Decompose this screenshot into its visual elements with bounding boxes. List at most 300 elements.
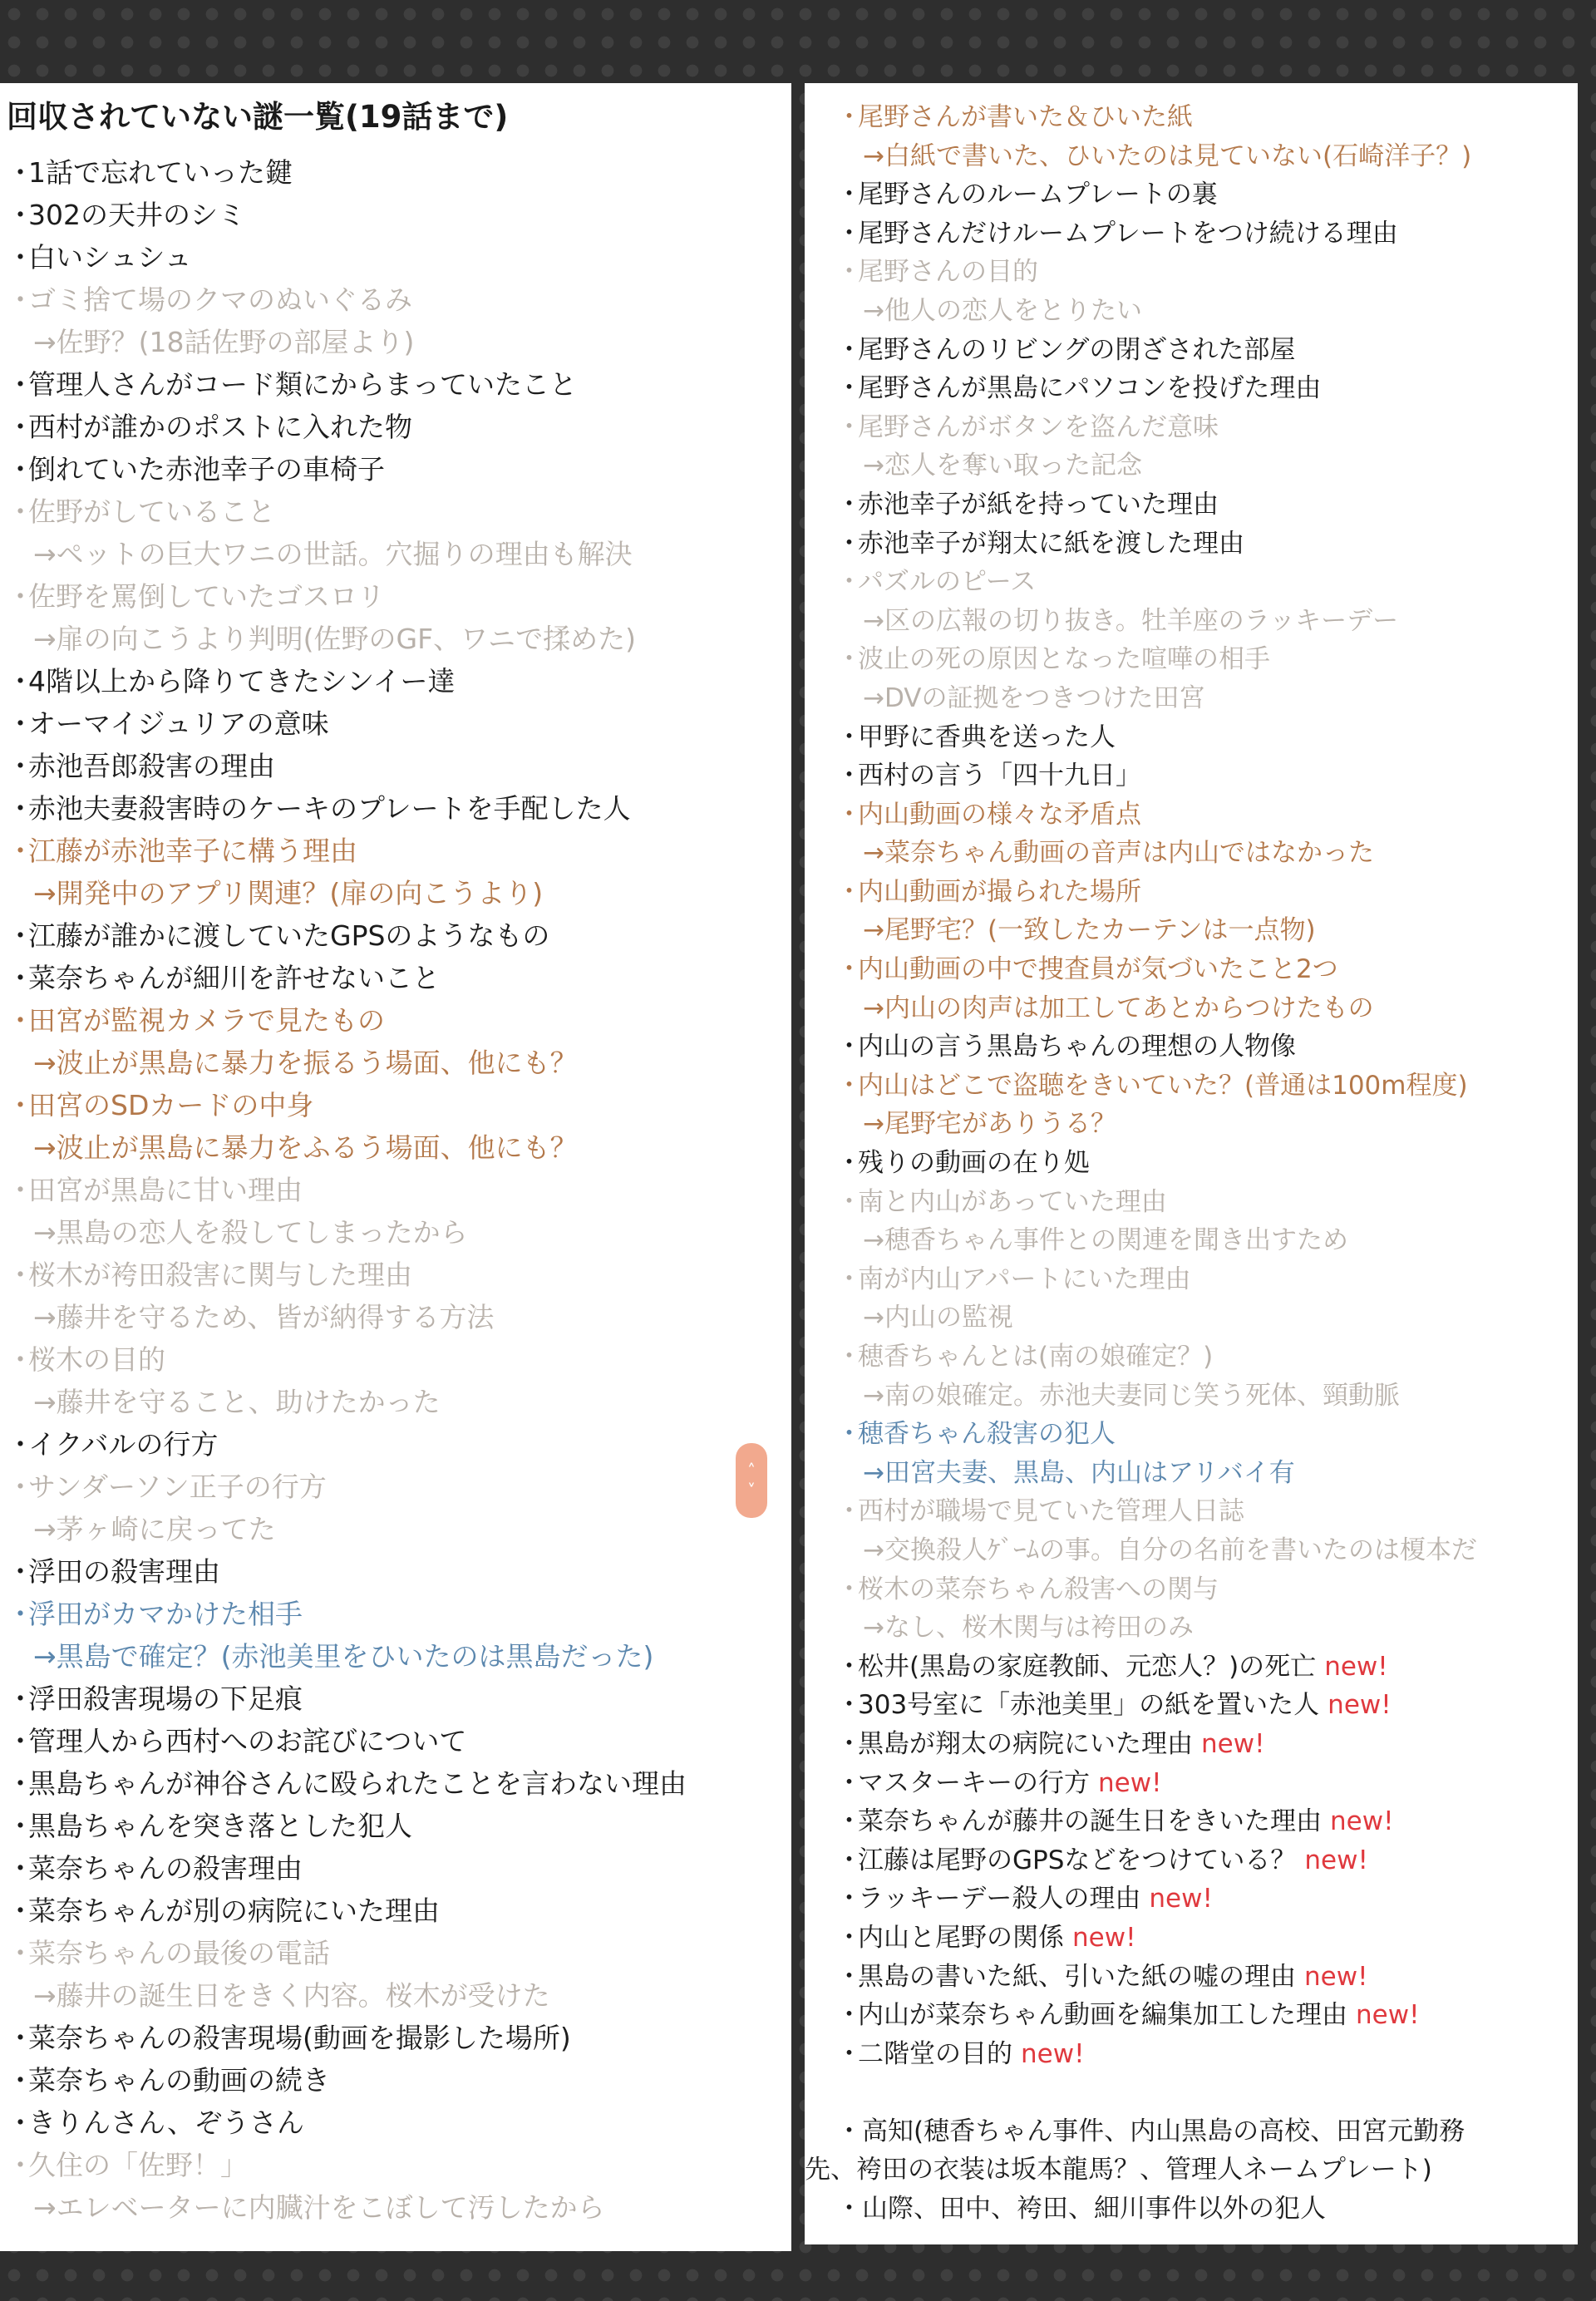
right-item-list	[836, 98, 1578, 2073]
list-item	[836, 1648, 1578, 1687]
bullet: ・	[7, 1767, 34, 1800]
item-text: 穂香ちゃん殺害の犯人	[858, 1419, 1116, 1450]
item-text: 浮田殺害現場の下足痕	[28, 1683, 303, 1715]
list-item	[836, 1144, 1578, 1183]
chevron-down-icon: ˅	[747, 1481, 756, 1500]
list-item	[836, 1764, 1578, 1803]
item-text: 桜木の目的	[28, 1343, 165, 1376]
bullet: ・	[836, 567, 862, 598]
bullet: ・	[836, 257, 862, 288]
list-item	[7, 745, 791, 787]
new-badge: new!	[1324, 1651, 1388, 1682]
item-answer: →交換殺人ｹﾞｰﾑの事。自分の名前を書いたのは榎本だ	[863, 1535, 1477, 1565]
bullet: ・	[836, 218, 862, 249]
bullet: ・	[836, 722, 862, 752]
item-title	[7, 1762, 791, 1805]
list-item	[7, 1550, 791, 1593]
new-badge: new!	[1098, 1767, 1162, 1798]
bullet: ・	[836, 761, 862, 791]
bullet: ・	[7, 1174, 34, 1206]
item-title	[836, 98, 1578, 137]
new-badge: new!	[1072, 1922, 1136, 1953]
bullet: ・	[836, 954, 862, 985]
list-item	[7, 1890, 791, 1932]
right-panel	[805, 83, 1578, 2244]
bullet: ・	[7, 411, 34, 443]
item-text: 尾野さんが黒島にパソコンを投げた理由	[858, 373, 1322, 404]
item-text: 田宮が黒島に甘い理由	[28, 1174, 303, 1206]
item-title	[7, 702, 791, 745]
item-text: 桜木の菜奈ちゃん殺害への関与	[858, 1574, 1219, 1604]
bullet: ・	[7, 495, 34, 528]
new-badge: new!	[1304, 1961, 1368, 1992]
item-title	[836, 950, 1578, 989]
bullet: ・	[836, 180, 862, 210]
item-text: 江藤は尾野のGPSなどをつけている？	[858, 1845, 1297, 1875]
bullet: ・	[836, 1728, 862, 1759]
item-answer: →DVの証拠をつきつけた田宮	[863, 682, 1205, 713]
item-title	[7, 2017, 791, 2059]
item-title	[836, 408, 1578, 447]
item-answer: →開発中のアプリ関連？(扉の向こうより)	[33, 877, 544, 909]
list-item	[7, 2017, 791, 2059]
item-title	[836, 1686, 1578, 1725]
item-title	[836, 1027, 1578, 1067]
new-badge: new!	[1330, 1806, 1394, 1837]
item-title	[836, 1067, 1578, 1106]
bullet: ・	[7, 241, 34, 273]
list-item	[7, 363, 791, 406]
list-item	[836, 1686, 1578, 1725]
item-title	[7, 1932, 791, 1974]
item-answer: →田宮夫妻、黒島、内山はアリバイ有	[863, 1457, 1295, 1488]
item-text: 303号室に「赤池美里」の紙を置いた人	[858, 1690, 1320, 1721]
bullet: ・	[7, 750, 34, 782]
bullet: ・	[836, 1845, 862, 1875]
bullet: ・	[836, 334, 862, 365]
item-text: 内山はどこで盗聴をきいていた？(普通は100m程度)	[858, 1070, 1468, 1101]
item-title	[836, 253, 1578, 292]
bullet: ・	[836, 1690, 862, 1721]
last-item: ・山際、田中、袴田、細川事件以外の犯人	[836, 2194, 1326, 2225]
item-text: 菜奈ちゃんが別の病院にいた理由	[28, 1895, 440, 1927]
bullet: ・	[836, 644, 862, 675]
item-title	[7, 1466, 791, 1508]
item-title	[7, 2059, 791, 2101]
item-text: 菜奈ちゃんの動画の続き	[28, 2064, 330, 2097]
item-title	[836, 1260, 1578, 1299]
list-item	[7, 1847, 791, 1890]
item-title	[7, 151, 791, 194]
item-title	[836, 1919, 1578, 1958]
item-title	[836, 1492, 1578, 1531]
item-title	[7, 490, 791, 533]
item-title	[7, 957, 791, 999]
bullet: ・	[7, 835, 34, 867]
new-badge: new!	[1149, 1884, 1213, 1914]
bullet: ・	[836, 1922, 862, 1953]
item-text: 尾野さんがボタンを盗んだ意味	[858, 411, 1219, 442]
item-text: 田宮のSDカードの中身	[28, 1089, 314, 1121]
item-text: 菜奈ちゃんが藤井の誕生日をきいた理由	[858, 1806, 1322, 1837]
list-item	[7, 999, 791, 1084]
item-title	[7, 1805, 791, 1847]
item-answer: →波止が黒島に暴力をふるう場面、他にも？	[33, 1131, 578, 1164]
list-item	[836, 1880, 1578, 1919]
item-text: 1話で忘れていった鍵	[28, 156, 293, 189]
item-text: 西村が誰かのポストに入れた物	[28, 411, 412, 443]
bullet: ・	[7, 2149, 34, 2181]
item-title	[836, 1996, 1578, 2035]
list-item	[7, 1762, 791, 1805]
item-title	[836, 2035, 1578, 2074]
bullet: ・	[7, 707, 34, 740]
item-title	[836, 718, 1578, 757]
list-item	[836, 2035, 1578, 2074]
item-text: きりんさん、ぞうさん	[28, 2106, 304, 2139]
list-item	[836, 873, 1578, 950]
list-item	[7, 406, 791, 448]
item-title	[7, 278, 791, 321]
item-text: 波止の死の原因となった喧嘩の相手	[858, 644, 1270, 675]
item-text: 内山動画の様々な矛盾点	[858, 799, 1141, 830]
item-text: 江藤が誰かに渡していたGPSのようなもの	[28, 919, 550, 952]
item-answer: →藤井を守るため、皆が納得する方法	[33, 1301, 495, 1333]
item-title	[836, 1841, 1578, 1880]
bullet: ・	[836, 411, 862, 442]
list-item	[7, 830, 791, 914]
item-text: 黒島の書いた紙、引いた紙の嘘の理由	[858, 1961, 1296, 1992]
list-item	[836, 253, 1578, 330]
item-title	[836, 369, 1578, 408]
item-answer: →内山の肉声は加工してあとからつけたもの	[863, 993, 1374, 1023]
bullet: ・	[7, 2022, 34, 2054]
list-item	[7, 278, 791, 363]
item-title	[836, 1764, 1578, 1803]
item-title	[7, 448, 791, 490]
bullet: ・	[7, 1810, 34, 1842]
item-text: 尾野さんの目的	[858, 257, 1038, 288]
list-item	[7, 1805, 791, 1847]
list-item	[7, 1932, 791, 2017]
list-item	[7, 1254, 791, 1338]
list-item	[836, 1338, 1578, 1415]
list-item	[836, 1260, 1578, 1338]
item-answer: →茅ヶ崎に戻ってた	[33, 1513, 276, 1545]
list-item	[7, 787, 791, 830]
bullet: ・	[7, 1471, 34, 1503]
item-text: 久住の「佐野！」	[28, 2149, 248, 2181]
bullet: ・	[836, 1419, 862, 1450]
item-answer: →黒島の恋人を殺してしまったから	[33, 1216, 468, 1249]
item-answer: →藤井の誕生日をきく内容。桜木が受けた	[33, 1979, 550, 2012]
item-text: 白いシュシュ	[28, 241, 192, 273]
list-item	[836, 485, 1578, 525]
item-text: 赤池幸子が紙を持っていた理由	[858, 489, 1219, 520]
bullet: ・	[836, 1032, 862, 1062]
item-title	[7, 236, 791, 278]
item-answer: →黒島で確定？(赤池美里をひいたのは黒島だった)	[33, 1640, 654, 1673]
item-answer: →藤井を守ること、助けたかった	[33, 1386, 441, 1418]
list-item	[7, 490, 791, 575]
item-title	[7, 406, 791, 448]
bullet: ・	[836, 1884, 862, 1914]
item-answer: →尾野宅？(一致したカーテンは一点物)	[863, 915, 1316, 946]
item-text: 尾野さんのリビングの閉ざされた部屋	[858, 334, 1296, 365]
item-text: 内山動画が撮られた場所	[858, 876, 1141, 907]
bullet: ・	[836, 1070, 862, 1101]
list-item	[836, 563, 1578, 640]
item-text: パズルのピース	[858, 567, 1037, 598]
item-answer: →なし、桜木関与は袴田のみ	[863, 1613, 1194, 1643]
item-title	[836, 1958, 1578, 1997]
bullet: ・	[7, 665, 34, 697]
kochi-item-line1: ・高知(穂香ちゃん事件、内山黒島の高校、田宮元勤務	[836, 2116, 1465, 2146]
new-badge: new!	[1356, 2000, 1420, 2031]
list-item	[7, 194, 791, 236]
item-title	[836, 1144, 1578, 1183]
list-item	[836, 950, 1578, 1027]
list-item	[7, 1593, 791, 1678]
spacer	[836, 2073, 1578, 2112]
bullet: ・	[836, 1148, 862, 1179]
item-text: 赤池幸子が翔太に紙を渡した理由	[858, 528, 1244, 559]
list-item	[7, 1678, 791, 1720]
item-title	[7, 1550, 791, 1593]
item-title	[836, 1648, 1578, 1687]
item-answer: →扉の向こうより判明(佐野のGF、ワニで揉めた)	[33, 623, 636, 655]
bullet: ・	[836, 528, 862, 559]
item-answer: →佐野？(18話佐野の部屋より)	[33, 326, 415, 358]
item-title	[7, 1423, 791, 1466]
bullet: ・	[836, 799, 862, 830]
item-text: 赤池吾郎殺害の理由	[28, 750, 275, 782]
page-title: 回収されていない謎一覧(19話まで)	[7, 99, 509, 135]
item-title	[836, 485, 1578, 525]
bullet: ・	[7, 1343, 34, 1376]
item-text: 内山と尾野の関係	[858, 1922, 1064, 1953]
bullet: ・	[7, 1895, 34, 1927]
item-title	[7, 830, 791, 872]
item-text: 菜奈ちゃんの殺害現場(動画を撮影した場所)	[28, 2022, 571, 2054]
item-text: 佐野を罵倒していたゴスロリ	[28, 580, 385, 613]
item-title	[7, 2144, 791, 2186]
item-text: 西村が職場で見ていた管理人日誌	[858, 1496, 1244, 1527]
item-title	[7, 660, 791, 702]
item-answer: →穂香ちゃん事件との関連を聞き出すため	[863, 1225, 1348, 1256]
list-item	[836, 98, 1578, 175]
list-item	[7, 660, 791, 702]
list-item	[7, 1338, 791, 1423]
bullet: ・	[7, 1089, 34, 1121]
bullet: ・	[7, 792, 34, 825]
item-title	[836, 1183, 1578, 1222]
item-title	[7, 2101, 791, 2144]
list-item	[7, 914, 791, 957]
item-title	[836, 796, 1578, 835]
bullet: ・	[7, 1428, 34, 1461]
list-item	[836, 1919, 1578, 1958]
item-answer: →エレベーターに内臓汁をこぼして汚したから	[33, 2191, 605, 2224]
item-answer: →波止が黒島に暴力を振るう場面、他にも？	[33, 1047, 578, 1079]
list-item	[836, 1996, 1578, 2035]
list-item	[836, 1841, 1578, 1880]
item-answer: →ペットの巨大ワニの世話。穴掘りの理由も解決	[33, 538, 633, 570]
item-title	[836, 175, 1578, 214]
item-title	[7, 1084, 791, 1126]
item-text: 南と内山があっていた理由	[858, 1186, 1167, 1217]
item-title	[836, 1725, 1578, 1764]
bullet: ・	[7, 1004, 34, 1037]
item-text: 尾野さんのルームプレートの裏	[858, 180, 1218, 210]
item-text: 甲野に香典を送った人	[858, 722, 1116, 752]
item-title	[836, 756, 1578, 796]
bullet: ・	[836, 876, 862, 907]
item-title	[7, 194, 791, 236]
list-item	[836, 214, 1578, 254]
item-answer: →菜奈ちゃん動画の音声は内山ではなかった	[863, 838, 1374, 869]
bullet: ・	[7, 368, 34, 401]
item-text: 南が内山アパートにいた理由	[858, 1264, 1191, 1294]
list-item	[836, 408, 1578, 485]
new-badge: new!	[1201, 1728, 1265, 1759]
list-item	[7, 1084, 791, 1169]
item-text: ラッキーデー殺人の理由	[858, 1884, 1141, 1914]
list-item	[836, 331, 1578, 370]
list-item	[7, 448, 791, 490]
list-item	[836, 175, 1578, 214]
item-title	[836, 1570, 1578, 1609]
bullet: ・	[7, 283, 34, 316]
item-text: 佐野がしていること	[28, 495, 275, 528]
bullet: ・	[7, 2106, 34, 2139]
item-text: 内山動画の中で捜査員が気づいたこと2つ	[858, 954, 1338, 985]
item-title	[836, 331, 1578, 370]
item-answer: →内山の監視	[863, 1303, 1013, 1333]
item-answer: →他人の恋人をとりたい	[863, 295, 1142, 326]
item-title	[7, 787, 791, 830]
bullet: ・	[7, 1259, 34, 1291]
bullet: ・	[7, 919, 34, 952]
item-text: 菜奈ちゃんの殺害理由	[28, 1852, 303, 1885]
item-text: サンダーソン正子の行方	[28, 1471, 327, 1503]
item-title	[7, 363, 791, 406]
item-text: 浮田の殺害理由	[28, 1555, 220, 1588]
bullet: ・	[7, 580, 34, 613]
item-title	[836, 1415, 1578, 1454]
list-item	[836, 1958, 1578, 1997]
item-title	[836, 1802, 1578, 1841]
bullet: ・	[7, 1555, 34, 1588]
item-text: 江藤が赤池幸子に構う理由	[28, 835, 357, 867]
item-title	[836, 525, 1578, 564]
item-text: 浮田がカマかけた相手	[28, 1598, 303, 1630]
item-title	[836, 640, 1578, 679]
new-badge: new!	[1304, 1845, 1368, 1875]
item-text: 菜奈ちゃんの最後の電話	[28, 1937, 330, 1969]
bullet: ・	[7, 1852, 34, 1885]
list-item	[7, 1169, 791, 1254]
bullet: ・	[836, 1186, 862, 1217]
bullet: ・	[7, 1598, 34, 1630]
item-title	[836, 1338, 1578, 1377]
list-item	[836, 1492, 1578, 1569]
kochi-item-line2: 先、袴田の衣装は坂本龍馬？、管理人ネームプレート)	[805, 2155, 1432, 2185]
bullet: ・	[7, 1683, 34, 1715]
item-text: 菜奈ちゃんが細川を許せないこと	[28, 962, 440, 994]
item-title	[836, 1880, 1578, 1919]
list-item	[7, 151, 791, 194]
list-item	[836, 796, 1578, 873]
item-text: 桜木が袴田殺害に関与した理由	[28, 1259, 412, 1291]
item-text: 松井(黒島の家庭教師、元恋人？)の死亡	[858, 1651, 1317, 1682]
item-answer: →恋人を奪い取った記念	[863, 451, 1142, 481]
item-text: 赤池夫妻殺害時のケーキのプレートを手配した人	[28, 792, 631, 825]
bullet: ・	[836, 2038, 862, 2069]
item-answer: →南の娘確定。赤池夫妻同じ笑う死体、頸動脈	[863, 1380, 1400, 1411]
list-item	[836, 1570, 1578, 1648]
item-text: 管理人から西村へのお詫びについて	[28, 1725, 467, 1757]
list-item	[836, 1725, 1578, 1764]
item-text: 302の天井のシミ	[28, 199, 245, 231]
item-title	[7, 575, 791, 618]
list-item	[836, 1183, 1578, 1260]
list-item	[7, 702, 791, 745]
list-item	[836, 1802, 1578, 1841]
item-title	[7, 1890, 791, 1932]
item-answer: →白紙で書いた、ひいたのは見ていない(石崎洋子？)	[863, 140, 1472, 171]
list-item	[836, 369, 1578, 408]
item-title	[7, 745, 791, 787]
left-item-list	[7, 151, 791, 2229]
item-text: 倒れていた赤池幸子の車椅子	[28, 453, 385, 485]
bullet: ・	[836, 2000, 862, 2031]
item-title	[7, 1169, 791, 1211]
bullet: ・	[7, 1725, 34, 1757]
item-title	[7, 999, 791, 1042]
bullet: ・	[836, 373, 862, 404]
bullet: ・	[7, 156, 34, 189]
new-badge: new!	[1021, 2038, 1085, 2069]
bullet: ・	[836, 1264, 862, 1294]
bullet: ・	[836, 489, 862, 520]
list-item	[7, 2144, 791, 2229]
item-text: イクバルの行方	[28, 1428, 219, 1461]
item-text: 二階堂の目的	[858, 2038, 1012, 2069]
bullet: ・	[7, 1937, 34, 1969]
item-text: 尾野さんだけルームプレートをつけ続ける理由	[858, 218, 1398, 249]
new-badge: new!	[1328, 1690, 1392, 1721]
item-text: 黒島ちゃんが神谷さんに殴られたことを言わない理由	[28, 1767, 687, 1800]
item-text: 黒島が翔太の病院にいた理由	[858, 1728, 1193, 1759]
item-text: オーマイジュリアの意味	[28, 707, 329, 740]
bullet: ・	[836, 1806, 862, 1837]
item-text: 管理人さんがコード類にからまっていたこと	[28, 368, 577, 401]
list-item	[7, 1466, 791, 1550]
item-text: マスターキーの行方	[858, 1767, 1090, 1798]
item-title	[836, 214, 1578, 254]
item-text: 田宮が監視カメラで見たもの	[28, 1004, 385, 1037]
bullet: ・	[7, 962, 34, 994]
bullet: ・	[836, 1961, 862, 1992]
item-title	[7, 1593, 791, 1635]
list-item	[7, 1423, 791, 1466]
bullet: ・	[7, 199, 34, 231]
list-item	[7, 1720, 791, 1762]
list-item	[836, 525, 1578, 564]
list-item	[7, 957, 791, 999]
scroll-button[interactable]	[736, 1443, 767, 1518]
